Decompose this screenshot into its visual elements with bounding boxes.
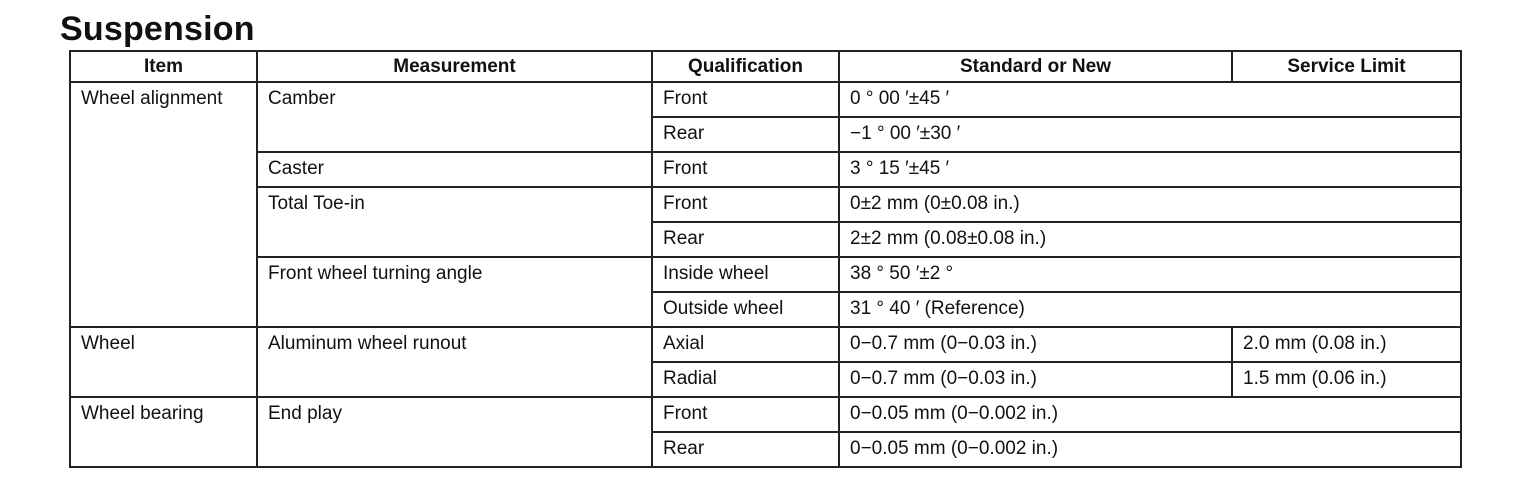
standard-cell: 0±2 mm (0±0.08 in.) bbox=[839, 187, 1461, 222]
standard-cell: 0−0.05 mm (0−0.002 in.) bbox=[839, 432, 1461, 467]
standard-cell: 0 ° 00 ′±45 ′ bbox=[839, 82, 1461, 117]
standard-cell: 31 ° 40 ′ (Reference) bbox=[839, 292, 1461, 327]
suspension-spec-table bbox=[69, 50, 1462, 468]
item-cell: Wheel bbox=[70, 327, 257, 397]
item-cell: Wheel alignment bbox=[70, 82, 257, 327]
header-standard: Standard or New bbox=[839, 51, 1232, 82]
table-row bbox=[70, 152, 1461, 187]
measurement-cell: Front wheel turning angle bbox=[257, 257, 652, 327]
page-title: Suspension bbox=[60, 10, 255, 48]
qualification-cell: Rear bbox=[652, 222, 839, 257]
standard-cell: 38 ° 50 ′±2 ° bbox=[839, 257, 1461, 292]
table-row bbox=[70, 397, 1461, 432]
qualification-cell: Front bbox=[652, 187, 839, 222]
qualification-cell: Outside wheel bbox=[652, 292, 839, 327]
qualification-cell: Rear bbox=[652, 117, 839, 152]
qualification-cell: Front bbox=[652, 152, 839, 187]
header-service-limit: Service Limit bbox=[1232, 51, 1461, 82]
standard-cell: 2±2 mm (0.08±0.08 in.) bbox=[839, 222, 1461, 257]
standard-cell: −1 ° 00 ′±30 ′ bbox=[839, 117, 1461, 152]
standard-cell: 0−0.7 mm (0−0.03 in.) bbox=[839, 362, 1232, 397]
header-measurement: Measurement bbox=[257, 51, 652, 82]
qualification-cell: Radial bbox=[652, 362, 839, 397]
qualification-cell: Axial bbox=[652, 327, 839, 362]
measurement-cell: Caster bbox=[257, 152, 652, 187]
qualification-cell: Rear bbox=[652, 432, 839, 467]
measurement-cell: Total Toe-in bbox=[257, 187, 652, 257]
table-row bbox=[70, 327, 1461, 362]
standard-cell: 0−0.7 mm (0−0.03 in.) bbox=[839, 327, 1232, 362]
service-limit-cell: 1.5 mm (0.06 in.) bbox=[1232, 362, 1461, 397]
standard-cell: 3 ° 15 ′±45 ′ bbox=[839, 152, 1461, 187]
table-row bbox=[70, 187, 1461, 222]
service-limit-cell: 2.0 mm (0.08 in.) bbox=[1232, 327, 1461, 362]
qualification-cell: Front bbox=[652, 82, 839, 117]
measurement-cell: End play bbox=[257, 397, 652, 467]
item-cell: Wheel bearing bbox=[70, 397, 257, 467]
standard-cell: 0−0.05 mm (0−0.002 in.) bbox=[839, 397, 1461, 432]
header-qualification: Qualification bbox=[652, 51, 839, 82]
qualification-cell: Front bbox=[652, 397, 839, 432]
table-row bbox=[70, 257, 1461, 292]
measurement-cell: Aluminum wheel runout bbox=[257, 327, 652, 397]
header-item: Item bbox=[70, 51, 257, 82]
qualification-cell: Inside wheel bbox=[652, 257, 839, 292]
measurement-cell: Camber bbox=[257, 82, 652, 152]
table-header-row bbox=[70, 51, 1461, 82]
table-row bbox=[70, 82, 1461, 117]
